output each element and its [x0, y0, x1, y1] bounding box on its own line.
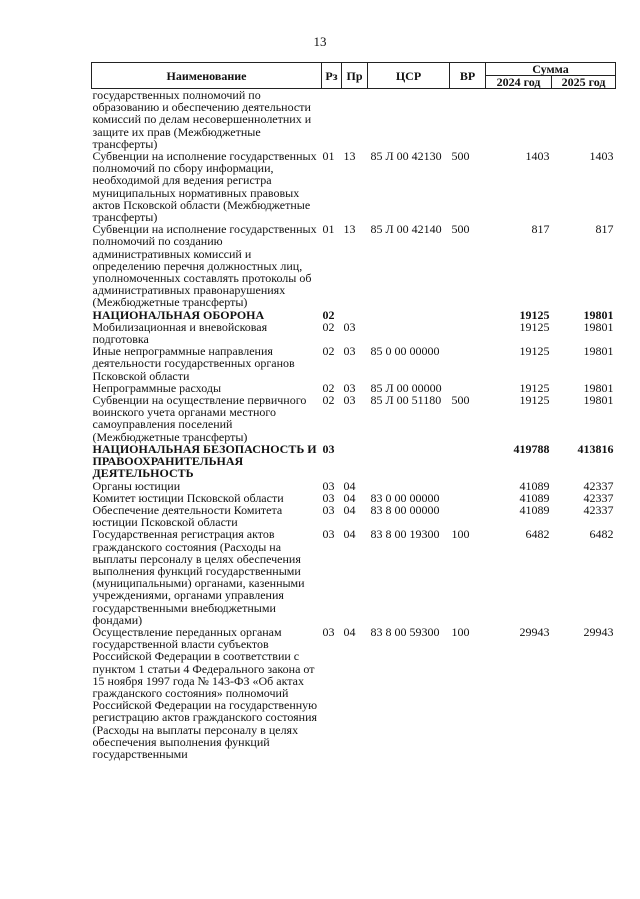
cell-name: государственных полномочий по образованию и обеспечению деятельности комиссий по делам несовершеннолетних и защите их прав (Межбюджетные трансферты): [92, 88, 312, 151]
cell-rz: 03: [322, 490, 335, 505]
header-csr: ЦСР: [368, 63, 450, 89]
cell-csr: 83 0 00 00000: [370, 490, 440, 505]
cell-2024: 1403: [525, 149, 550, 164]
table-row: [92, 626, 616, 760]
budget-table: [91, 62, 616, 760]
cell-vr: [450, 321, 486, 345]
cell-2024: 41089: [519, 478, 550, 493]
cell-2024: 19125: [519, 393, 550, 408]
cell-csr: 83 8 00 19300: [370, 527, 440, 542]
cell-vr: 100: [451, 624, 470, 639]
cell-2024: 41089: [519, 490, 550, 505]
cell-name: Субвенции на исполнение государственных полномочий по сбору информации, необходимой для ведения регистра муниципальных нормативных правовых актов Псковской области (Межбюджетные трансферты): [92, 149, 317, 225]
table-row: [92, 89, 616, 151]
cell-name: Непрограммные расходы: [92, 380, 222, 395]
cell-2024: 817: [531, 222, 550, 237]
header-vr: ВР: [450, 63, 486, 89]
cell-2024: 19125: [519, 319, 550, 334]
cell-vr: [450, 89, 486, 151]
cell-2025: 29943: [583, 624, 614, 639]
cell-rz: 03: [322, 502, 335, 517]
cell-pr: 03: [343, 393, 356, 408]
cell-rz: 02: [322, 307, 335, 322]
table-row: [92, 223, 616, 308]
table-header: [92, 63, 616, 89]
cell-pr: 03: [343, 319, 356, 334]
cell-rz: 02: [322, 380, 335, 395]
cell-2024: 29943: [519, 624, 550, 639]
table-row: [92, 528, 616, 626]
cell-vr: [450, 480, 486, 492]
cell-csr: 85 Л 00 51180: [370, 393, 442, 408]
cell-name: НАЦИОНАЛЬНАЯ БЕЗОПАСНОСТЬ И ПРАВООХРАНИТЕЛЬНАЯ ДЕЯТЕЛЬНОСТЬ: [92, 441, 317, 481]
cell-2024: 419788: [513, 441, 550, 456]
cell-rz: 02: [322, 344, 335, 359]
cell-pr: [342, 89, 368, 151]
cell-name: Иные непрограммные направления деятельности государственных органов Псковской области: [92, 344, 295, 383]
cell-name: Органы юстиции: [92, 478, 181, 493]
cell-vr: [450, 443, 486, 480]
cell-name: Мобилизационная и вневойсковая подготовка: [92, 319, 268, 347]
cell-csr: [368, 480, 450, 492]
cell-2025: 19801: [583, 307, 614, 322]
cell-2025: 413816: [577, 441, 614, 456]
cell-csr: [368, 89, 450, 151]
cell-csr: 85 Л 00 00000: [370, 380, 442, 395]
cell-rz: 01: [322, 149, 335, 164]
table-row: [92, 443, 616, 480]
cell-csr: 83 8 00 00000: [370, 502, 440, 517]
cell-name: Комитет юстиции Псковской области: [92, 490, 284, 505]
cell-name: Субвенции на исполнение государственных полномочий по созданию административных комиссий и определению перечня должностных лиц, уполномоченных составлять протоколы об административных правонарушениях (Межбюджетные трансферты): [92, 222, 317, 310]
cell-name: Обеспечение деятельности Комитета юстиции Псковской области: [92, 502, 283, 530]
page-number: 13: [313, 34, 327, 49]
cell-name: Субвенции на осуществление первичного воинского учета органами местного самоуправления поселений (Межбюджетные трансферты): [92, 393, 307, 444]
cell-pr: 13: [343, 222, 356, 237]
table-row: [92, 480, 616, 492]
cell-name: НАЦИОНАЛЬНАЯ ОБОРОНА: [92, 307, 265, 322]
cell-rz: 02: [322, 393, 335, 408]
cell-pr: 04: [343, 624, 356, 639]
cell-2025: 19801: [583, 319, 614, 334]
cell-2024: [486, 89, 552, 151]
table-row: [92, 321, 616, 345]
cell-pr: 03: [343, 380, 356, 395]
table-row: [92, 504, 616, 528]
cell-2025: 6482: [589, 527, 614, 542]
cell-2025: 42337: [583, 502, 614, 517]
cell-2025: 1403: [589, 149, 614, 164]
cell-2025: 42337: [583, 478, 614, 493]
cell-pr: 04: [343, 502, 356, 517]
cell-2024: 19125: [519, 344, 550, 359]
cell-csr: [368, 321, 450, 345]
cell-vr: 100: [451, 527, 470, 542]
header-name: Наименование: [92, 63, 322, 89]
cell-rz: 03: [322, 527, 335, 542]
cell-csr: 83 8 00 59300: [370, 624, 440, 639]
cell-vr: 500: [451, 393, 470, 408]
cell-2024: 19125: [519, 380, 550, 395]
cell-csr: 85 Л 00 42140: [370, 222, 442, 237]
cell-rz: 03: [322, 478, 335, 493]
cell-pr: 13: [343, 149, 356, 164]
header-year-2025: 2025 год: [552, 76, 616, 89]
cell-2025: 19801: [583, 393, 614, 408]
table-row: [92, 150, 616, 223]
cell-csr: 85 0 00 00000: [370, 344, 440, 359]
cell-pr: [342, 443, 368, 480]
cell-pr: 04: [343, 527, 356, 542]
cell-vr: [450, 492, 486, 504]
cell-pr: 03: [343, 344, 356, 359]
cell-vr: 500: [451, 222, 470, 237]
cell-2025: [552, 89, 616, 151]
cell-name: Осуществление переданных органам государственной власти субъектов Российской Федерации в соответствии с пунктом 1 статьи 4 Федерального закона от 15 ноября 1997 года № 143-ФЗ «Об актах гражданского состояния» полномочий Российской Федерации на государственную регистрацию актов гражданского состояния (Расходы на выплаты персоналу в целях обеспечения выполнения функций государственными: [92, 624, 318, 761]
cell-2024: 19125: [519, 307, 550, 322]
cell-rz: 03: [322, 441, 335, 456]
cell-2025: 817: [595, 222, 614, 237]
header-pr: Пр: [342, 63, 368, 89]
cell-name: Государственная регистрация актов гражданского состояния (Расходы на выплаты персоналу в целях обеспечения выполнения функций государственными (муниципальными) органами, казенными учреждениями, органами управления государственными внебюджетными фондами): [92, 527, 305, 627]
table-body: [92, 89, 616, 761]
table-row: [92, 345, 616, 382]
cell-vr: [450, 345, 486, 382]
cell-csr: [368, 443, 450, 480]
header-rz: Рз: [322, 63, 342, 89]
cell-2025: 19801: [583, 380, 614, 395]
cell-2024: 41089: [519, 502, 550, 517]
cell-2024: 6482: [525, 527, 550, 542]
cell-vr: [450, 504, 486, 528]
cell-pr: 04: [343, 478, 356, 493]
cell-2025: 19801: [583, 344, 614, 359]
cell-rz: 02: [322, 319, 335, 334]
cell-rz: 03: [322, 624, 335, 639]
cell-csr: [368, 309, 450, 321]
cell-vr: [450, 309, 486, 321]
header-year-2024: 2024 год: [486, 76, 552, 89]
cell-rz: 01: [322, 222, 335, 237]
cell-rz: [322, 89, 342, 151]
cell-vr: 500: [451, 149, 470, 164]
cell-pr: 04: [343, 490, 356, 505]
cell-2025: 42337: [583, 490, 614, 505]
header-sum: Сумма: [486, 63, 616, 76]
table-row: [92, 394, 616, 443]
cell-csr: 85 Л 00 42130: [370, 149, 442, 164]
